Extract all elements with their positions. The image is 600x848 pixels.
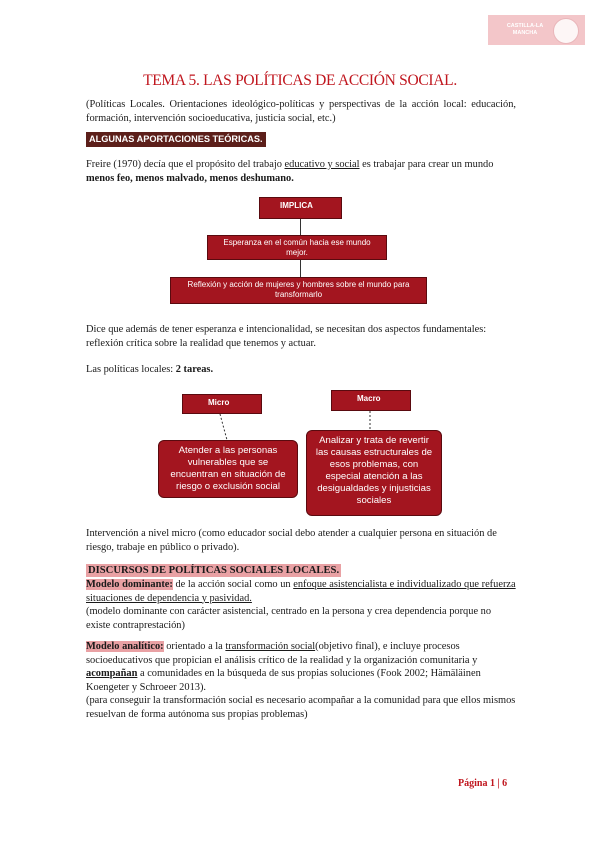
freire-text-a: Freire (1970) decía que el propósito del trabajo [86, 159, 285, 170]
section-heading-discursos: DISCURSOS DE POLÍTICAS SOCIALES LOCALES. [88, 565, 340, 576]
modelo-analitico-note: (para conseguir la transformación social es necesario acompañar a la comunidad para que ellos mismos resuelvan de forma autónoma sus propias problemas) [86, 695, 516, 720]
page-title: TEMA 5. LAS POLÍTICAS DE ACCIÓN SOCIAL. [143, 72, 457, 89]
page-number: Página 1 | 6 [458, 778, 508, 789]
diagram-box-micro: Micro [182, 394, 262, 414]
intro-paragraph: (Políticas Locales. Orientaciones ideológico-políticas y perspectivas de la acción local: educación, formación, intervención socioeducativa, justicia social, etc.) [86, 99, 516, 124]
diagram-box-esperanza: Esperanza en el común hacia ese mundo mejor. [207, 235, 387, 260]
modelo-analitico-label: Modelo analítico: [86, 641, 164, 652]
analitico-text-a: orientado a la [163, 641, 226, 652]
intervencion-paragraph: Intervención a nivel micro (como educador social debo atender a cualquier persona en situación de riesgo, trabaje en público o privado). [86, 528, 497, 553]
diagram-connector [300, 260, 301, 277]
diagram-box-micro-desc: Atender a las personas vulnerables que se encuentran en situación de riesgo o exclusión social [158, 440, 298, 498]
logo-text: CASTILLA-LA MANCHA [506, 23, 544, 36]
dominante-underline: enfoque asistencialista e individualizado que refuerza situaciones de dependencia y pasividad. [86, 579, 516, 604]
politicas-bold: 2 tareas. [175, 364, 214, 375]
diagram-connector [300, 219, 301, 235]
freire-text-b: es trabajar para crear un mundo [359, 159, 494, 170]
analitico-text-b: (objetivo final), e incluye procesos socioeducativos que propician el análisis crítico de la realidad y la organización comunitaria y [86, 641, 478, 666]
diagram-box-implica: IMPLICA [259, 197, 342, 219]
modelo-dominante-note: (modelo dominante con carácter asistencial, centrado en la persona y crea dependencia porque no existe contraprestación) [86, 606, 492, 631]
freire-bold: menos feo, menos malvado, menos deshumano. [86, 172, 294, 184]
diagram-box-macro-desc: Analizar y trata de revertir las causas estructurales de esos problemas, con especial atención a las desigualdades y injusticias sociales [306, 430, 442, 516]
modelo-dominante-label: Modelo dominante: [86, 579, 173, 590]
dice-que-paragraph: Dice que además de tener esperanza e intencionalidad, se necesitan dos aspectos fundamentales: reflexión crítica sobre la realidad que tenemos y actuar. [86, 324, 487, 349]
freire-underline: educativo y social [284, 159, 360, 170]
diagram-box-reflexion: Reflexión y acción de mujeres y hombres sobre el mundo para transformarlo [170, 277, 427, 304]
analitico-underline: transformación social [225, 641, 316, 652]
modelo-dominante-paragraph [86, 578, 516, 605]
diagram-box-macro: Macro [331, 390, 411, 411]
analitico-text-c: a comunidades en la búsqueda de sus propias soluciones (Fook 2002; Hämäläinen Koengeter y Schroeer 2013). [86, 668, 481, 693]
diagram-dashed-arrow [355, 411, 385, 431]
modelo-analitico-paragraph [86, 640, 516, 694]
dominante-text: de la acción social como un [172, 579, 294, 590]
section-heading-aportaciones: ALGUNAS APORTACIONES TEÓRICAS. [86, 132, 266, 147]
diagram-dashed-arrow [215, 414, 245, 442]
freire-paragraph [86, 158, 516, 185]
university-seal-icon [553, 18, 579, 44]
analitico-acompanan: acompañan [86, 668, 138, 679]
politicas-locales-line [86, 363, 516, 377]
politicas-text: Las políticas locales: [86, 364, 176, 375]
